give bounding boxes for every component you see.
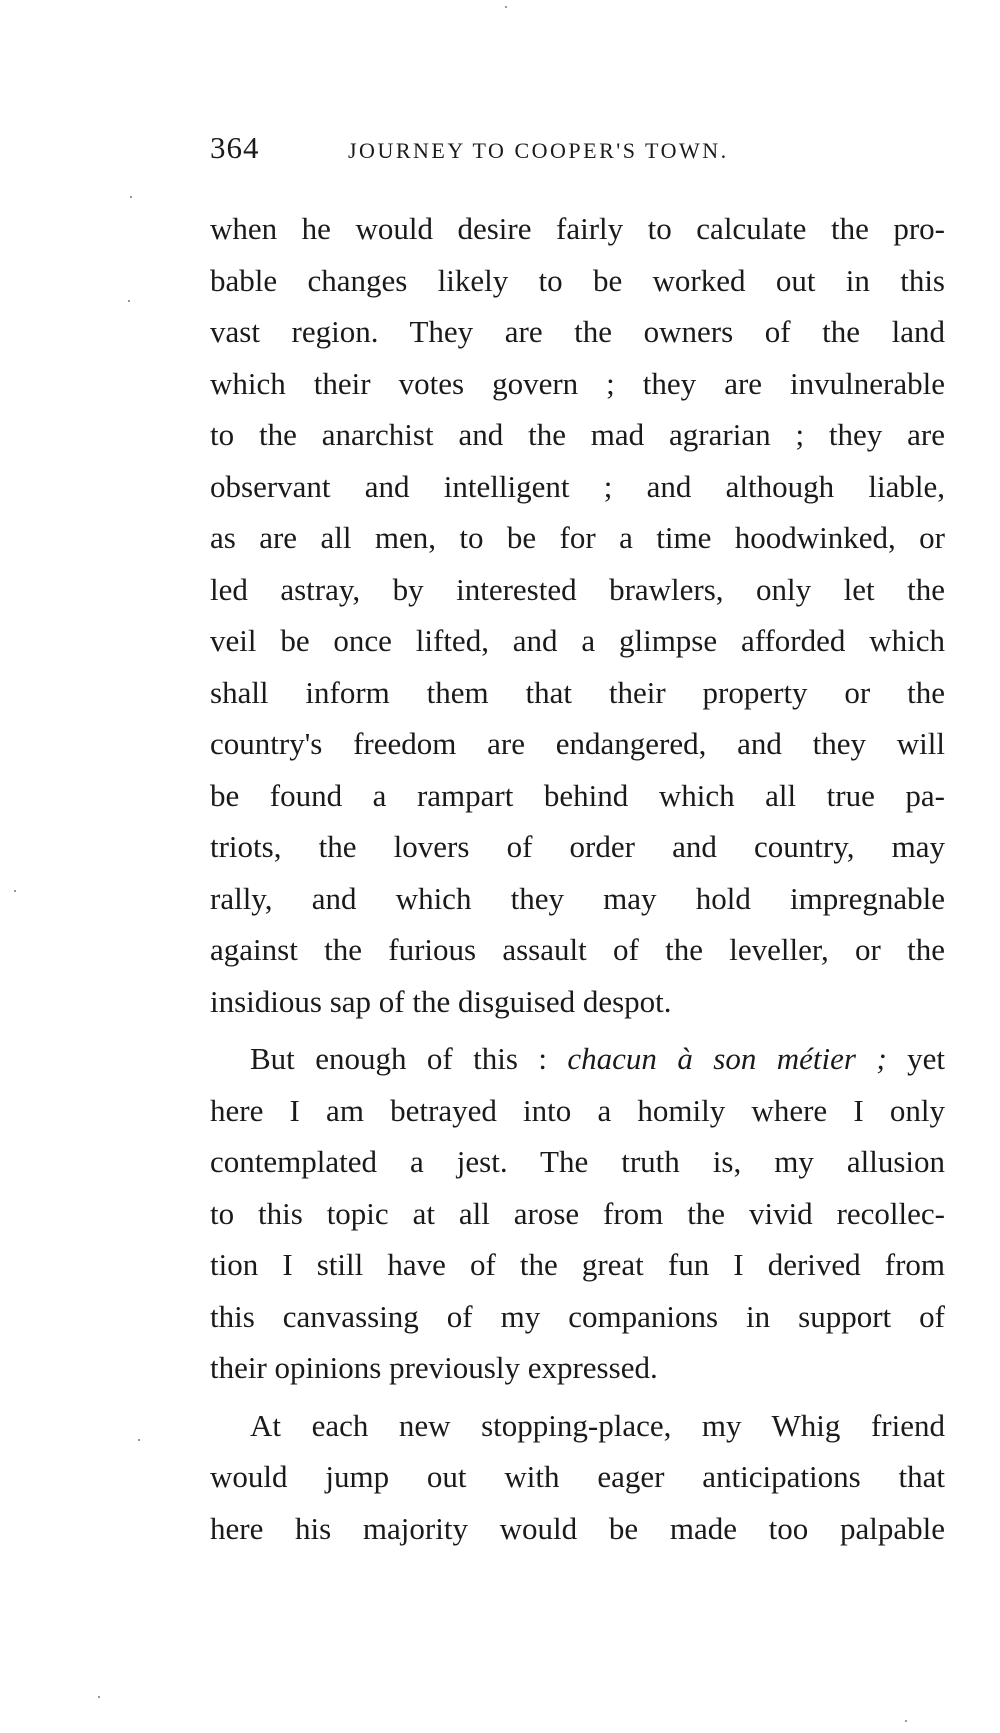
- text-line: bable changes likely to be worked out in this: [210, 262, 945, 298]
- paper-speck: [128, 300, 130, 302]
- text-line: be found a rampart behind which all true pa-: [210, 777, 945, 813]
- text-line: rally, and which they may hold impregnable: [210, 880, 945, 916]
- paragraph: [210, 203, 945, 1027]
- text-line: country's freedom are endangered, and they will: [210, 726, 945, 761]
- text-line: which their votes govern ; they are invulnerable: [210, 365, 945, 401]
- page-header: [210, 130, 940, 180]
- text-line: veil be once lifted, and a glimpse afforded which: [210, 623, 945, 658]
- text-line: shall inform them that their property or the: [210, 674, 945, 710]
- text-line: against the furious assault of the leveller, or the: [210, 932, 945, 967]
- paper-speck: [505, 6, 507, 8]
- text-run: But enough of this :: [250, 1041, 568, 1076]
- paper-speck: [905, 1720, 907, 1722]
- paper-speck: [14, 890, 16, 892]
- text-line: when he would desire fairly to calculate the pro-: [210, 211, 945, 246]
- text-line: led astray, by interested brawlers, only let the: [210, 571, 945, 607]
- body-text: [210, 203, 945, 1554]
- text-line: as are all men, to be for a time hoodwinked, or: [210, 520, 945, 555]
- text-line: vast region. They are the owners of the land: [210, 314, 945, 349]
- text-line: here I am betrayed into a homily where I only: [210, 1092, 945, 1128]
- text-line: At each new stopping-place, my Whig friend: [250, 1407, 945, 1443]
- paper-speck: [130, 196, 132, 198]
- text-line: contemplated a jest. The truth is, my allusion: [210, 1144, 945, 1179]
- paragraph: [210, 1400, 945, 1555]
- paragraph: [210, 1033, 945, 1394]
- text-line: to the anarchist and the mad agrarian ; they are: [210, 417, 945, 452]
- italic-phrase: chacun à son métier ;: [567, 1041, 887, 1076]
- paper-speck: [138, 1439, 140, 1441]
- text-line: tion I still have of the great fun I derived from: [210, 1247, 945, 1282]
- text-line: this canvassing of my companions in support of: [210, 1298, 945, 1334]
- text-line: insidious sap of the disguised despot.: [210, 983, 672, 1019]
- text-line: triots, the lovers of order and country, may: [210, 829, 945, 864]
- text-line: to this topic at all arose from the vivid recollec-: [210, 1195, 945, 1231]
- text-line: would jump out with eager anticipations that: [210, 1459, 945, 1494]
- page-number: 364: [210, 130, 260, 165]
- text-line: [210, 1033, 945, 1085]
- text-line: observant and intelligent ; and although liable,: [210, 468, 945, 504]
- text-line: here his majority would be made too palpable: [210, 1510, 945, 1546]
- text-line: their opinions previously expressed.: [210, 1350, 658, 1385]
- paper-speck: [98, 1696, 100, 1698]
- running-head: JOURNEY TO COOPER'S TOWN.: [348, 138, 729, 163]
- text-run: yet: [886, 1041, 945, 1076]
